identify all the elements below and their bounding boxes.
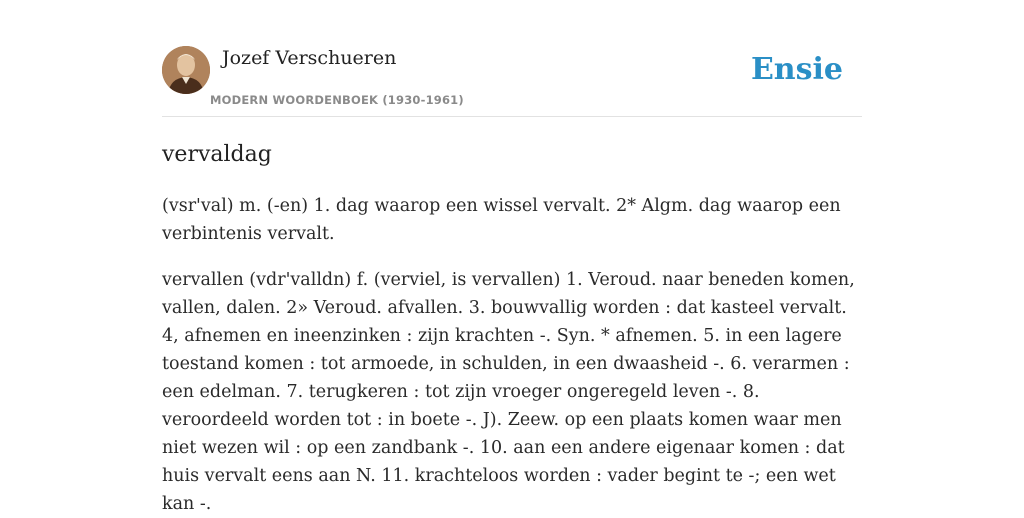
author-name[interactable]: Jozef Verschueren (222, 47, 397, 69)
entry-title: vervaldag (162, 142, 272, 167)
entry-card (162, 0, 862, 512)
author-avatar[interactable] (162, 46, 210, 94)
portrait-icon (162, 46, 210, 94)
brand-logo[interactable]: Ensie (750, 52, 843, 87)
source-name[interactable]: MODERN WOORDENBOEK (1930-1961) (210, 93, 464, 107)
entry-header (162, 0, 862, 117)
entry-paragraph: vervallen (vdr'valldn) f. (verviel, is vervallen) 1. Veroud. naar beneden komen, vallen, dalen. 2» Veroud. afvallen. 3. bouwvallig worden : dat kasteel vervalt. 4, afnemen en ineenzinken : zijn krachten -. Syn. * afnemen. 5. in een lagere toestand komen : tot armoede, in schulden, in een dwaasheid -. 6. verarmen : een edelman. 7. terugkeren : tot zijn vroeger ongeregeld leven -. 8. veroordeeld worden tot : in boete -. J). Zeew. op een plaats komen waar men niet wezen wil : op een zandbank -. 10. aan een andere eigenaar komen : dat huis vervalt eens aan N. 11. krachteloos worden : vader begint te -; een wet kan -. (162, 270, 855, 514)
entry-paragraph: (vsr'val) m. (-en) 1. dag waarop een wissel vervalt. 2* Algm. dag waarop een verbintenis vervalt. (162, 196, 841, 244)
